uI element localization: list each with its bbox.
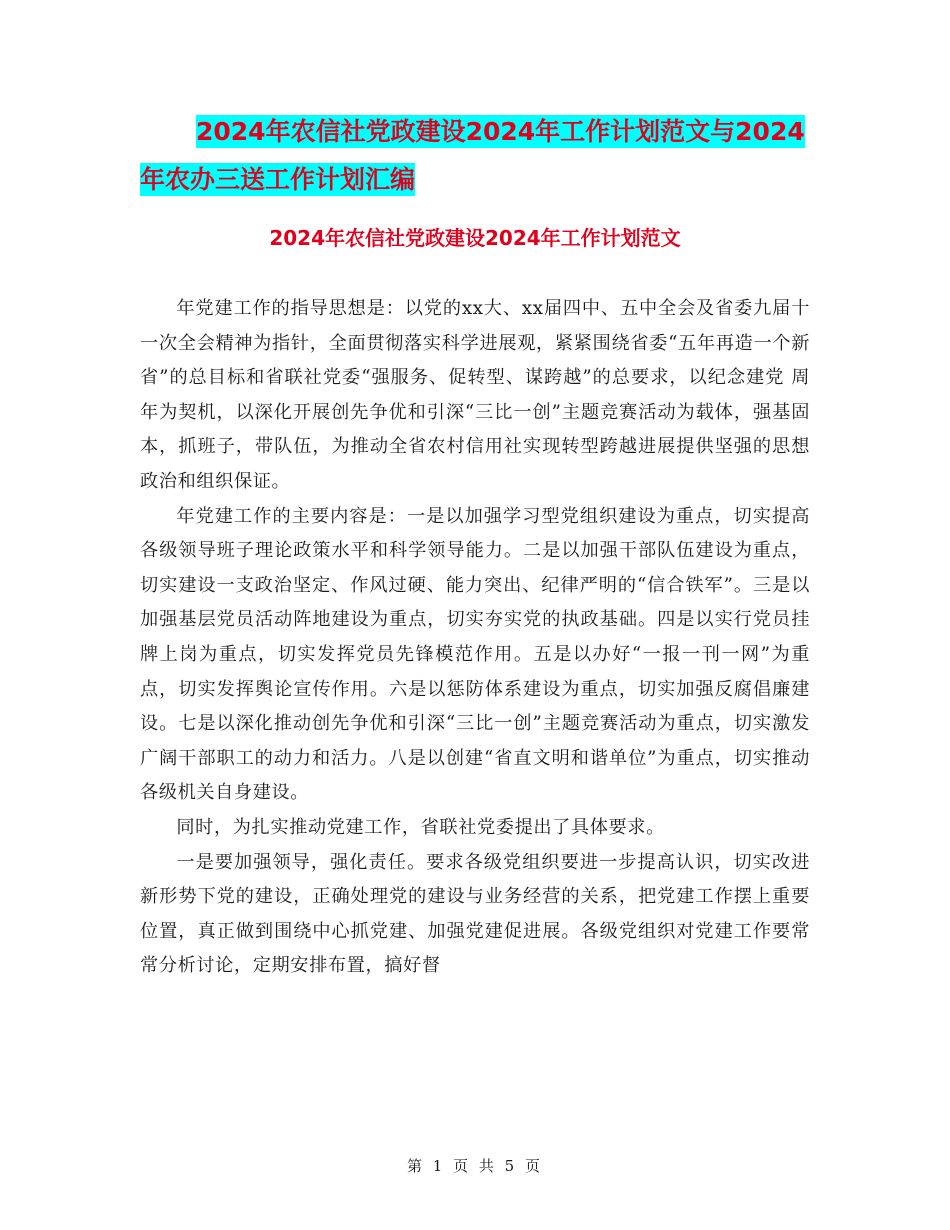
document-body	[140, 292, 810, 984]
paragraph-requirements-intro: 同时，为扎实推动党建工作，省联社党委提出了具体要求。	[176, 816, 665, 838]
main-title-line-2: 年农办三送工作计划汇编	[140, 165, 416, 194]
paragraph-guiding-thought: 年党建工作的指导思想是：以党的xx大、xx届四中、五中全会及省委九届十一次全会精神为指针，全面贯彻落实科学进展观，紧紧围绕省委“五年再造一个新省”的总目标和省联社党委“强服务、促转型、谋跨越”的总要求，以纪念建党 周年为契机，以深化开展创先争优和引深“三比一创”主题竞赛活动为载体，强基固本，抓班子，带队伍，为推动全省农村信用社实现转型跨越进展提供坚强的思想政治和组织保证。	[140, 298, 810, 492]
main-title-line-1: 2024年农信社党政建设2024年工作计划范文与2024	[196, 117, 805, 146]
paragraph-main-content: 年党建工作的主要内容是：一是以加强学习型党组织建设为重点，切实提高各级领导班子理论政策水平和科学领导能力。二是以加强干部队伍建设为重点，切实建设一支政治坚定、作风过硬、能力突出、纪律严明的“信合铁军”。三是以加强基层党员活动阵地建设为重点，切实夯实党的执政基础。四是以实行党员挂牌上岗为重点，切实发挥党员先锋模范作用。五是以办好“一报一刊一网”为重点，切实发挥舆论宣传作用。六是以惩防体系建设为重点，切实加强反腐倡廉建设。七是以深化推动创先争优和引深“三比一创”主题竞赛活动为重点，切实激发广阔干部职工的动力和活力。八是以创建“省直文明和谐单位”为重点，切实推动各级机关自身建设。	[140, 505, 810, 804]
page-number-footer: 第 1 页 共 5 页	[407, 1157, 543, 1175]
paragraph-requirement-one: 一是要加强领导，强化责任。要求各级党组织要进一步提高认识，切实改进新形势下党的建设，正确处理党的建设与业务经营的关系，把党建工作摆上重要位置，真正做到围绕中心抓党建、加强党建促进展。各级党组织对党建工作要常常分析讨论，定期安排布置，搞好督	[140, 851, 810, 977]
main-title	[140, 108, 820, 204]
section-title: 2024年农信社党政建设2024年工作计划范文	[269, 226, 681, 250]
